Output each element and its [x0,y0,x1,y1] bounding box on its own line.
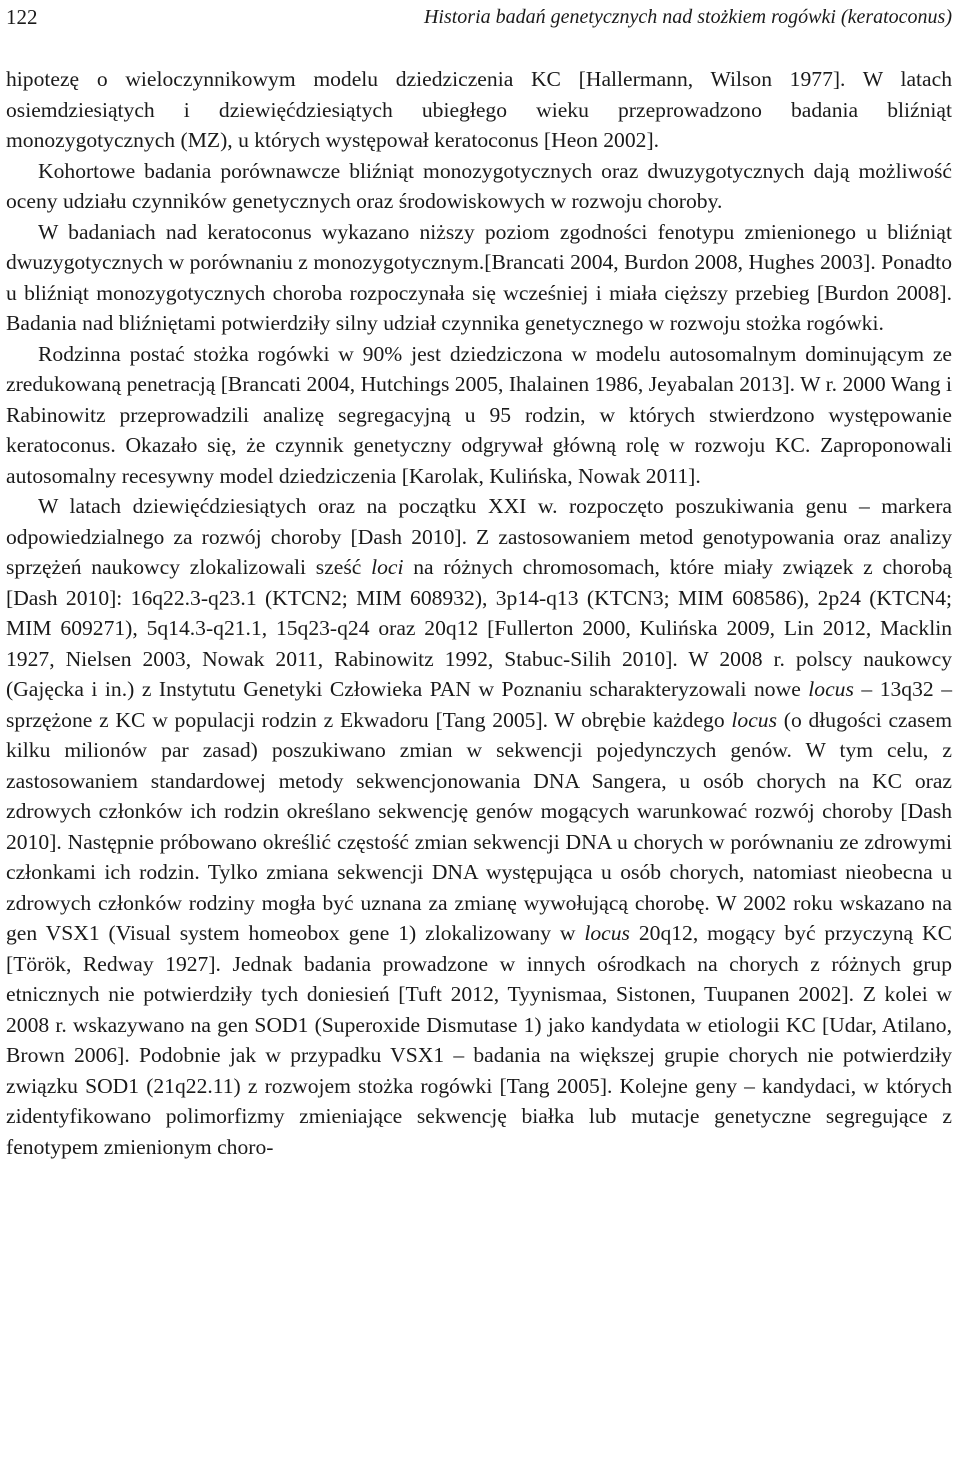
italic-term: locus [808,677,854,701]
paragraph-5 [6,491,952,1162]
running-title: Historia badań genetycznych nad stożkiem rogówki (keratoconus) [423,6,952,28]
paragraph-5-text: 20q12, mogący być przyczyną KC [Török, Redway 1927]. Jednak badania prowadzone w innych ośrodkach na chorych z różnych grup etnicznych nie potwierdziły tych doniesień [Tuft 2012, Tyynismaa, Sistonen, Tuupanen 2002]. Z kolei w 2008 r. wskazywano na gen SOD1 (Superoxide Dismutase 1) jako kandydata w etiologii KC [Udar, Atilano, Brown 2006]. Podobnie jak w przypadku VSX1 – badania na większej grupie chorych nie potwierdziły związku SOD1 (21q22.11) z rozwojem stożka rogówki [Tang 2005]. Kolejne geny – kandydaci, w których zidentyfikowano polimorfizmy zmieniające sekwencję białka lub mutacje genetyczne segregujące z fenotypem zmienionym choro- [6,921,952,1159]
italic-term: loci [371,555,404,579]
paragraph-5-text: W latach dziewięćdziesiątych oraz na początku XXI w. rozpoczęto poszukiwania genu – markera odpowiedzialnego za rozwój choroby [Dash 2010]. Z zastosowaniem metod genotypowania oraz analizy sprzężeń naukowcy zlokalizowali sześć [6,494,952,579]
paragraph-5-text: – 13q32 – sprzężone z KC w populacji rodzin z Ekwadoru [Tang 2005]. W obrębie każdego [6,677,952,732]
paragraph-5-text: (o długości czasem kilku milionów par zasad) poszukiwano zmian w sekwencji pojedynczych genów. W tym celu, z zastosowaniem standardowej metody sekwencjonowania DNA Sangera, u osób chorych na KC oraz zdrowych członków ich rodzin określano sekwencję genów mogących warunkować rozwój choroby [Dash 2010]. Następnie próbowano określić częstość zmian sekwencji DNA u chorych w porównaniu ze zdrowymi członkami ich rodzin. Tylko zmiana sekwencji DNA występująca u osób chorych, natomiast nieobecna u zdrowych członków rodziny mogła być uznana za zmianę wywołującą chorobę. W 2002 roku wskazano na gen VSX1 (Visual system homeobox gene 1) zlokalizowany w [6,707,952,945]
italic-term: locus [584,921,630,945]
paragraph-2: Kohortowe badania porównawcze bliźniąt monozygotycznych oraz dwuzygotycznych dają możliwość oceny udziału czynników genetycznych oraz środowiskowych w rozwoju choroby. [6,158,952,213]
italic-term: locus [731,707,777,732]
paragraph-4: Rodzinna postać stożka rogówki w 90% jest dziedziczona w modelu autosomalnym dominującym ze zredukowaną penetracją [Brancati 2004, Hutchings 2005, Ihalainen 1986, Jeyabalan 2013]. W r. 2000 Wang i Rabinowitz przeprowadzili analizę segregacyjną u 95 rodzin, w których stwierdzono występowanie keratoconus. Okazało się, że czynnik genetyczny odgrywał główną rolę w rozwoju KC. Zaproponowali autosomalny recesywny model dziedziczenia [Karolak, Kulińska, Nowak 2011]. [6,341,952,488]
body-text [6,64,952,1162]
page-number: 122 [6,5,38,29]
paragraph-5-text: na różnych chromosomach, które miały związek z chorobą [Dash 2010]: 16q22.3-q23.1 (KTCN2; MIM 608932), 3p14-q13 (KTCN3; MIM 608586), 2p24 (KTCN4; MIM 609271), 5q14.3-q21.1, 15q23-q24 oraz 20q12 [Fullerton 2000, Kulińska 2009, Lin 2012, Macklin 1927, Nielsen 2003, Nowak 2011, Rabinowitz 1992, Stabuc-Silih 2010]. W 2008 r. polscy naukowcy (Gajęcka i in.) z Instytutu Genetyki Człowieka PAN w Poznaniu scharakteryzowali nowe [6,555,953,701]
paragraph-1: hipotezę o wieloczynnikowym modelu dziedziczenia KC [Hallermann, Wilson 1977]. W latach osiemdziesiątych i dziewięćdziesiątych ubiegłego wieku przeprowadzono badania bliźniąt monozygotycznych (MZ), u których występował keratoconus [Heon 2002]. [6,67,952,152]
running-header [6,2,952,32]
paragraph-3: W badaniach nad keratoconus wykazano niższy poziom zgodności fenotypu zmienionego u bliźniąt dwuzygotycznych w porównaniu z monozygotycznym.[Brancati 2004, Burdon 2008, Hughes 2003]. Ponadto u bliźniąt monozygotycznych choroba rozpoczynała się wcześniej i miała cięższy przebieg [Burdon 2008]. Badania nad bliźniętami potwierdziły silny udział czynnika genetycznego w rozwoju stożka rogówki. [6,219,952,335]
